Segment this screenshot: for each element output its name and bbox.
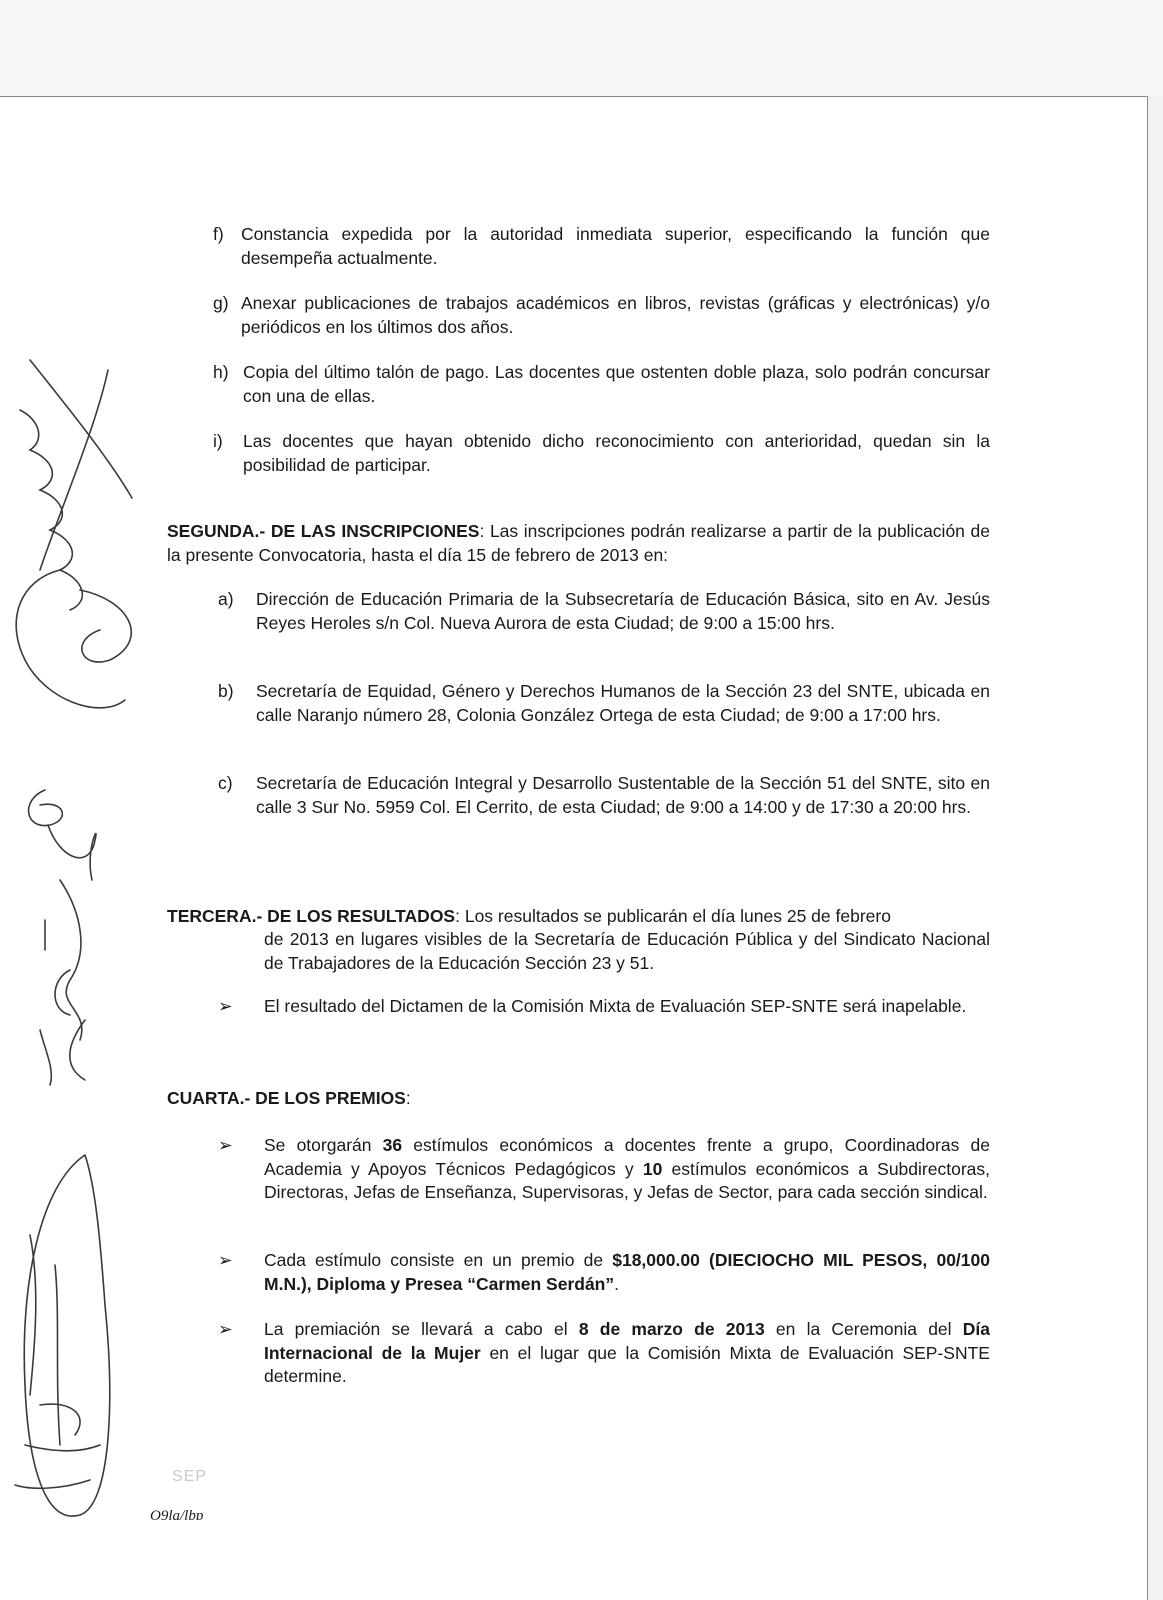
segunda-label-c: c) [218,773,233,793]
tercera-bullet: ➢ [218,996,233,1016]
requirement-i: Las docentes que hayan obtenido dicho reconocimiento con anterioridad, quedan sin la posibilidad de participar. [243,431,990,475]
segunda-heading: SEGUNDA.- DE LAS INSCRIPCIONES [167,521,480,541]
cuarta-bullet-3: ➢ [218,1319,233,1339]
segunda-paragraph [167,520,990,567]
faint-stamp: SEP [172,1468,208,1485]
cuarta-bullet-1: ➢ [218,1135,233,1155]
segunda-intro: : Las inscripciones podrán realizarse a partir de la publicación de la presente Convocatoria, hasta el día 15 de febrero de 2013 en: [167,521,990,565]
cuarta-item-2: Cada estímulo consiste en un premio de $18,000.00 (DIECIOCHO MIL PESOS, 00/100 M.N.), Diploma y Presea “Carmen Serdán”. [264,1250,990,1294]
tercera-line1: : Los resultados se publicarán el día lunes 25 de febrero [455,906,891,926]
tercera-item: El resultado del Dictamen de la Comisión Mixta de Evaluación SEP-SNTE será inapelable. [264,996,967,1016]
requirement-label-f: f) [213,224,224,244]
requirement-label-i: i) [213,431,223,451]
cuarta-bullet-2: ➢ [218,1250,233,1270]
tercera-first-line [167,905,997,929]
cuarta-heading-line: CUARTA.- DE LOS PREMIOS: [167,1088,411,1108]
requirement-h: Copia del último talón de pago. Las docentes que ostenten doble plaza, solo podrán concursar con una de ellas. [243,362,990,406]
segunda-item-b: Secretaría de Equidad, Género y Derechos Humanos de la Sección 23 del SNTE, ubicada en calle Naranjo número 28, Colonia González Ortega de esta Ciudad; de 9:00 a 17:00 hrs. [256,681,990,725]
segunda-label-b: b) [218,681,234,701]
tercera-rest: de 2013 en lugares visibles de la Secretaría de Educación Pública y del Sindicato Nacional de Trabajadores de la Educación Sección 23 y 51. [264,929,990,973]
signature-2 [0,780,130,1090]
segunda-item-a: Dirección de Educación Primaria de la Subsecretaría de Educación Básica, sito en Av. Jesús Reyes Heroles s/n Col. Nueva Aurora de esta Ciudad; de 9:00 a 15:00 hrs. [256,589,990,633]
requirement-g: Anexar publicaciones de trabajos académicos en libros, revistas (gráficas y electrónicas) y/o periódicos en los últimos dos años. [241,293,990,337]
segunda-label-a: a) [218,589,234,609]
cuarta-heading: CUARTA.- DE LOS PREMIOS [167,1088,406,1108]
scanner-margin-top [0,0,1163,96]
segunda-item-c: Secretaría de Educación Integral y Desarrollo Sustentable de la Sección 51 del SNTE, sito en calle 3 Sur No. 5959 Col. El Cerrito, de esta Ciudad; de 9:00 a 14:00 y de 17:30 a 20:00 hrs. [256,773,990,817]
requirement-label-h: h) [213,362,229,382]
requirement-f: Constancia expedida por la autoridad inmediata superior, especificando la función que desempeña actualmente. [241,224,990,268]
cuarta-item-1: Se otorgarán 36 estímulos económicos a docentes frente a grupo, Coordinadoras de Academia y Apoyos Técnicos Pedagógicos y 10 estímulos económicos a Subdirectoras, Directoras, Jefas de Enseñanza, Supervisoras, y Jefas de Sector, para cada sección sindical. [264,1135,990,1202]
signature-3 [0,1145,140,1540]
requirement-label-g: g) [213,293,229,313]
signature-1 [0,340,170,740]
handwritten-code: O9la/lbɒ [150,1508,204,1524]
cuarta-item-3: La premiación se llevará a cabo el 8 de marzo de 2013 en la Ceremonia del Día Internacional de la Mujer en el lugar que la Comisión Mixta de Evaluación SEP-SNTE determine. [264,1319,990,1386]
tercera-heading: TERCERA.- DE LOS RESULTADOS [167,906,456,926]
